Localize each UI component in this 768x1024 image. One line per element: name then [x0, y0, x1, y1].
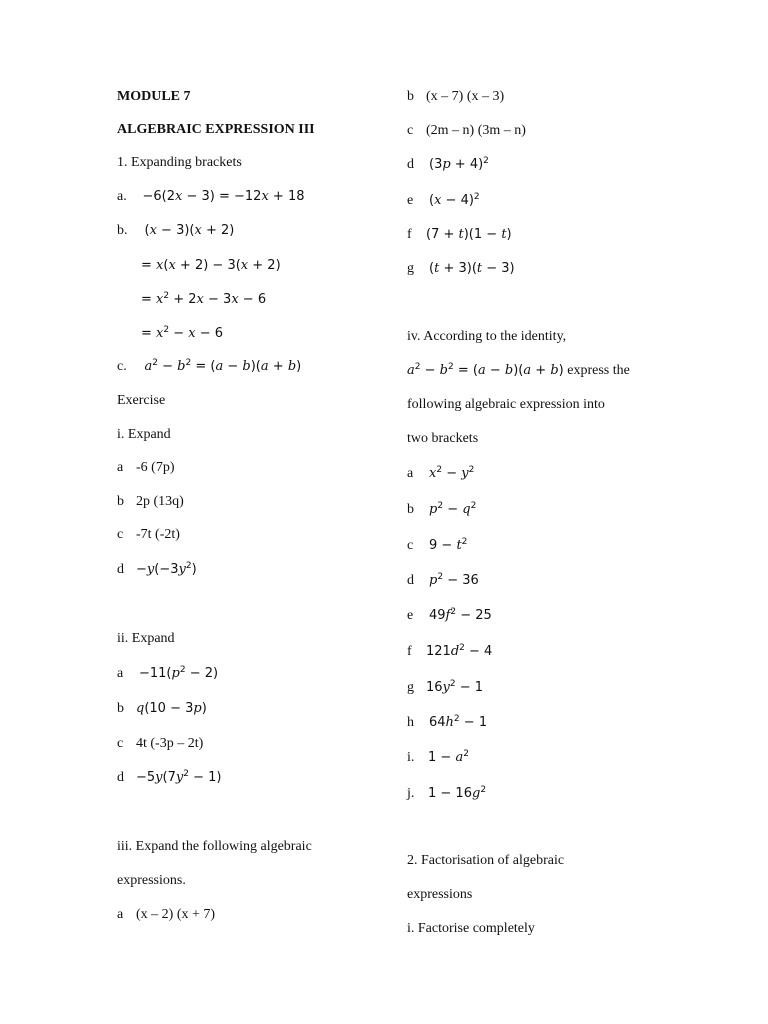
item-label: d — [407, 573, 414, 588]
exercise-iv-a — [407, 465, 474, 483]
math-expression: $64h^2 - 1$ — [429, 714, 488, 730]
item-label: b — [117, 494, 124, 509]
math-expression: $9 - t^2$ — [429, 537, 468, 553]
exercise-iv-j — [407, 785, 486, 803]
example-b-step-1: = x(x + 2) − 3(x + 2) — [141, 258, 281, 273]
example-a — [117, 188, 305, 206]
exercise-iii-instruction-line2: expressions. — [117, 873, 186, 888]
math-expression: $p^2 - 36$ — [429, 572, 479, 588]
math-expression: $1 - 16g^2$ — [428, 785, 487, 801]
module-label: MODULE 7 — [117, 89, 191, 104]
math-expression: (x − 3)(x + 2) — [144, 223, 235, 238]
math-expression: $a^2 - b^2 = (a - b)(a + b)$ — [144, 358, 302, 374]
item-expression: (x – 2) (x + 7) — [136, 907, 216, 922]
math-expression: $-y(-3y^2)$ — [136, 561, 197, 577]
exercise-iv-i — [407, 749, 469, 767]
exercise-iii-f — [407, 226, 512, 244]
example-b-step-2: = $x^2 + 2x - 3x - 6$ — [141, 291, 267, 307]
item-label: d — [117, 562, 124, 577]
exercise-ii-a — [117, 665, 218, 683]
math-expression: $16y^2 - 1$ — [426, 679, 484, 695]
item-label: g — [407, 261, 414, 276]
math-expression: $-5y(7y^2 - 1)$ — [136, 769, 222, 785]
exercise-iii-instruction-line1: iii. Expand the following algebraic — [117, 839, 312, 854]
exercise-iii-g — [407, 260, 515, 278]
item-label: a — [117, 460, 124, 475]
math-expression: $x^2 - y^2$ — [429, 465, 475, 481]
exercise-i-heading: i. Expand — [117, 427, 171, 442]
exercise-iii-b — [407, 88, 504, 106]
exercise-i-c — [117, 526, 180, 544]
exercise-heading: Exercise — [117, 393, 166, 408]
item-label: c — [407, 123, 414, 138]
math-expression: (t + 3)(t − 3) — [429, 261, 515, 276]
exercise-iv-instruction-line4: two brackets — [407, 431, 479, 446]
item-expression: 2p (13q) — [136, 494, 184, 509]
exercise-i-d — [117, 561, 197, 579]
exercise-ii-c — [117, 735, 203, 753]
exercise-ii-d — [117, 769, 221, 787]
exercise-iv-e — [407, 607, 492, 625]
item-label: d — [407, 157, 414, 172]
math-expression: $-11(p^2 - 2)$ — [139, 665, 219, 681]
item-label: a — [117, 907, 124, 922]
exercise-ii-b — [117, 700, 207, 718]
exercise-iv-g — [407, 679, 483, 697]
item-label: e — [407, 608, 414, 623]
item-label: c. — [117, 359, 127, 374]
item-label: a. — [117, 189, 127, 204]
section-heading-factorisation-line1: 2. Factorisation of algebraic — [407, 853, 565, 868]
exercise-iv-b — [407, 501, 476, 519]
math-expression: (7 + t)(1 − t) — [426, 227, 512, 242]
item-label: a — [407, 466, 414, 481]
item-label: i. — [407, 750, 415, 765]
item-label: a — [117, 666, 124, 681]
exercise-iii-e — [407, 192, 480, 210]
item-expression: (2m – n) (3m – n) — [426, 123, 526, 138]
item-label: j. — [407, 786, 415, 801]
item-label: h — [407, 715, 414, 730]
example-b — [117, 222, 234, 240]
math-expression: $1 - a^2$ — [428, 749, 469, 765]
math-expression: −6(2x − 3) = −12x + 18 — [142, 189, 305, 204]
item-label: e — [407, 193, 414, 208]
item-label: f — [407, 644, 412, 659]
item-expression: (x – 7) (x – 3) — [426, 89, 505, 104]
math-expression: $(3p + 4)^2$ — [429, 156, 489, 172]
item-expression: -7t (-2t) — [136, 527, 180, 542]
exercise-iii-c — [407, 122, 526, 140]
item-label: c — [117, 527, 124, 542]
exercise-iv-instruction-line3: following algebraic expression into — [407, 397, 605, 412]
math-expression: $p^2 - q^2$ — [429, 501, 477, 517]
item-expression: 4t (-3p – 2t) — [136, 736, 204, 751]
section-heading-expanding-brackets: 1. Expanding brackets — [117, 155, 242, 170]
item-label: b — [407, 89, 414, 104]
exercise-ii-heading: ii. Expand — [117, 631, 175, 646]
section-heading-factorisation-line2: expressions — [407, 887, 473, 902]
exercise-iv-d — [407, 572, 479, 590]
item-label: c — [407, 538, 414, 553]
exercise-iii-d — [407, 156, 489, 174]
exercise-iv-instruction-line2 — [407, 362, 630, 380]
identity-expression: $a^2 - b^2 = (a - b)(a + b)$ — [407, 362, 564, 378]
item-label: b — [117, 701, 124, 716]
example-b-step-3: = $x^2 - x - 6$ — [141, 325, 224, 341]
item-label: b — [407, 502, 414, 517]
exercise-iv-f — [407, 643, 492, 661]
exercise-i-a — [117, 459, 175, 477]
page-title: ALGEBRAIC EXPRESSION III — [117, 122, 315, 137]
math-expression: $121d^2 - 4$ — [426, 643, 493, 659]
math-expression: $(x - 4)^2$ — [429, 192, 480, 208]
item-label: f — [407, 227, 412, 242]
exercise-i-b — [117, 493, 184, 511]
exercise-iv-c — [407, 537, 467, 555]
item-label: g — [407, 680, 414, 695]
item-label: c — [117, 736, 124, 751]
math-expression: $49f^2 - 25$ — [429, 607, 492, 623]
exercise-iii-a — [117, 906, 215, 924]
factorise-subheading: i. Factorise completely — [407, 921, 535, 936]
math-expression: q(10 − 3p) — [136, 701, 207, 716]
item-label: d — [117, 770, 124, 785]
instruction-text: express the — [567, 363, 630, 378]
item-label: b. — [117, 223, 128, 238]
item-expression: -6 (7p) — [136, 460, 175, 475]
exercise-iv-h — [407, 714, 487, 732]
exercise-iv-instruction-line1: iv. According to the identity, — [407, 329, 567, 344]
example-c — [117, 358, 301, 376]
